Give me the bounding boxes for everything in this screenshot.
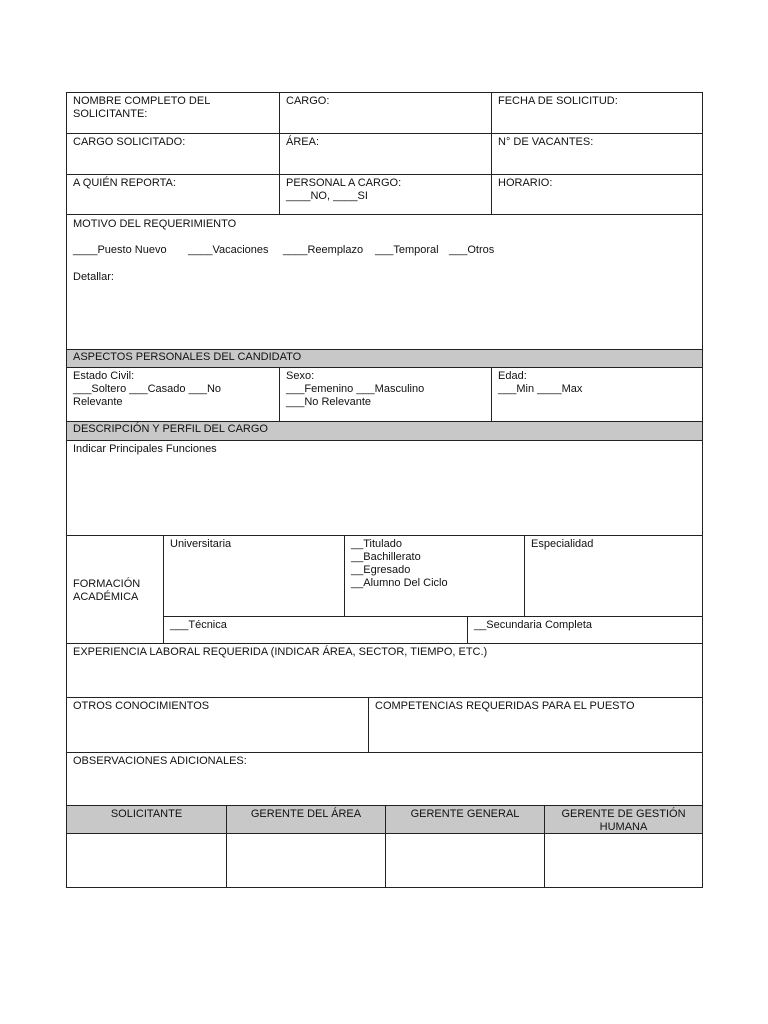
requisition-form xyxy=(66,92,703,888)
formacion-label xyxy=(67,536,163,643)
row-formacion xyxy=(66,535,703,643)
row-experiencia xyxy=(66,643,703,697)
estado-civil-field[interactable] xyxy=(67,368,279,421)
estado-titulado[interactable]: __Titulado xyxy=(351,538,402,550)
personal-a-cargo-field[interactable] xyxy=(279,175,491,214)
sexo-label: Sexo: xyxy=(286,370,315,382)
formacion-detail xyxy=(163,536,702,643)
row-cargo-solicitado xyxy=(66,133,703,174)
estado-civil-label: Estado Civil: xyxy=(73,370,135,382)
cargo-field[interactable]: CARGO: xyxy=(279,93,491,133)
estado-alumno[interactable]: __Alumno Del Ciclo xyxy=(351,577,448,589)
aspectos-title: ASPECTOS PERSONALES DEL CANDIDATO xyxy=(73,351,302,363)
row-firmas xyxy=(66,833,703,888)
firma-gerente-general-box[interactable] xyxy=(385,834,544,887)
edad-field[interactable] xyxy=(491,368,702,421)
row-firmas-header xyxy=(66,805,703,833)
perfil-title: DESCRIPCIÓN Y PERFIL DEL CARGO xyxy=(73,423,268,435)
estado-egresado[interactable]: __Egresado xyxy=(351,564,411,576)
secundaria-field[interactable]: __Secundaria Completa xyxy=(467,617,702,643)
motivo-temporal[interactable]: ___Temporal xyxy=(375,244,439,256)
row-aspectos-header xyxy=(66,349,703,367)
row-aspectos xyxy=(66,367,703,421)
edad-label: Edad: xyxy=(498,370,527,382)
row-reporta xyxy=(66,174,703,214)
personal-a-cargo-options[interactable]: ____NO, ____SI xyxy=(286,190,368,202)
funciones-field[interactable]: Indicar Principales Funciones xyxy=(73,443,217,455)
estado-civil-options-cont[interactable]: Relevante xyxy=(73,396,123,408)
motivo-vacaciones[interactable]: ____Vacaciones xyxy=(188,244,269,256)
tecnica-field[interactable]: ___Técnica xyxy=(170,619,227,631)
sexo-options[interactable]: ___Femenino ___Masculino xyxy=(286,383,425,395)
firma-gestion-humana-label: GERENTE DE GESTIÓN HUMANA xyxy=(544,806,702,833)
reporta-field[interactable]: A QUIÉN REPORTA: xyxy=(73,177,176,189)
firma-solicitante-box[interactable] xyxy=(67,834,226,887)
row-solicitante xyxy=(66,92,703,133)
motivo-otros[interactable]: ___Otros xyxy=(449,244,495,256)
estado-estudios-field[interactable] xyxy=(344,536,524,616)
row-motivo xyxy=(66,214,703,349)
formacion-label-line2: ACADÉMICA xyxy=(73,590,139,603)
estado-civil-options[interactable]: ___Soltero ___Casado ___No xyxy=(73,383,222,395)
motivo-reemplazo[interactable]: ____Reemplazo xyxy=(283,244,364,256)
experiencia-field[interactable]: EXPERIENCIA LABORAL REQUERIDA (INDICAR ÁREA, SECTOR, TIEMPO, ETC.) xyxy=(73,646,488,658)
universitaria-field[interactable]: Universitaria xyxy=(170,538,232,550)
vacantes-field[interactable]: N° DE VACANTES: xyxy=(491,134,702,174)
observaciones-field[interactable]: OBSERVACIONES ADICIONALES: xyxy=(73,755,247,767)
sexo-options-cont[interactable]: ___No Relevante xyxy=(286,396,372,408)
fecha-solicitud-field[interactable]: FECHA DE SOLICITUD: xyxy=(491,93,702,133)
formacion-top xyxy=(164,536,702,617)
estado-bachillerato[interactable]: __Bachillerato xyxy=(351,551,421,563)
motivo-title: MOTIVO DEL REQUERIMIENTO xyxy=(73,218,237,230)
firma-gestion-humana-box[interactable] xyxy=(544,834,702,887)
otros-conocimientos-field[interactable]: OTROS CONOCIMIENTOS xyxy=(73,700,210,712)
row-otros xyxy=(66,697,703,752)
firma-gerente-area-box[interactable] xyxy=(226,834,385,887)
firma-solicitante-label: SOLICITANTE xyxy=(110,808,183,820)
competencias-field[interactable]: COMPETENCIAS REQUERIDAS PARA EL PUESTO xyxy=(368,698,702,752)
nombre-solicitante-field[interactable]: NOMBRE COMPLETO DEL SOLICITANTE: xyxy=(73,95,210,120)
row-observaciones xyxy=(66,752,703,805)
detallar-field[interactable]: Detallar: xyxy=(73,271,114,283)
firma-gerente-general-label: GERENTE GENERAL xyxy=(385,806,544,833)
row-funciones xyxy=(66,440,703,535)
cargo-solicitado-field[interactable]: CARGO SOLICITADO: xyxy=(73,136,186,148)
formacion-label-line1: FORMACIÓN xyxy=(73,577,141,590)
horario-field[interactable]: HORARIO: xyxy=(491,175,702,214)
sexo-field[interactable] xyxy=(279,368,491,421)
motivo-options xyxy=(73,244,696,257)
edad-options[interactable]: ___Min ____Max xyxy=(498,383,583,395)
especialidad-field[interactable]: Especialidad xyxy=(524,536,702,616)
formacion-bottom xyxy=(164,617,702,643)
area-field[interactable]: ÁREA: xyxy=(279,134,491,174)
personal-a-cargo-label: PERSONAL A CARGO: xyxy=(286,177,402,189)
row-perfil-header xyxy=(66,421,703,440)
motivo-section xyxy=(67,215,702,349)
firma-gerente-area-label: GERENTE DEL ÁREA xyxy=(226,806,385,833)
motivo-puesto-nuevo[interactable]: ____Puesto Nuevo xyxy=(73,244,167,256)
